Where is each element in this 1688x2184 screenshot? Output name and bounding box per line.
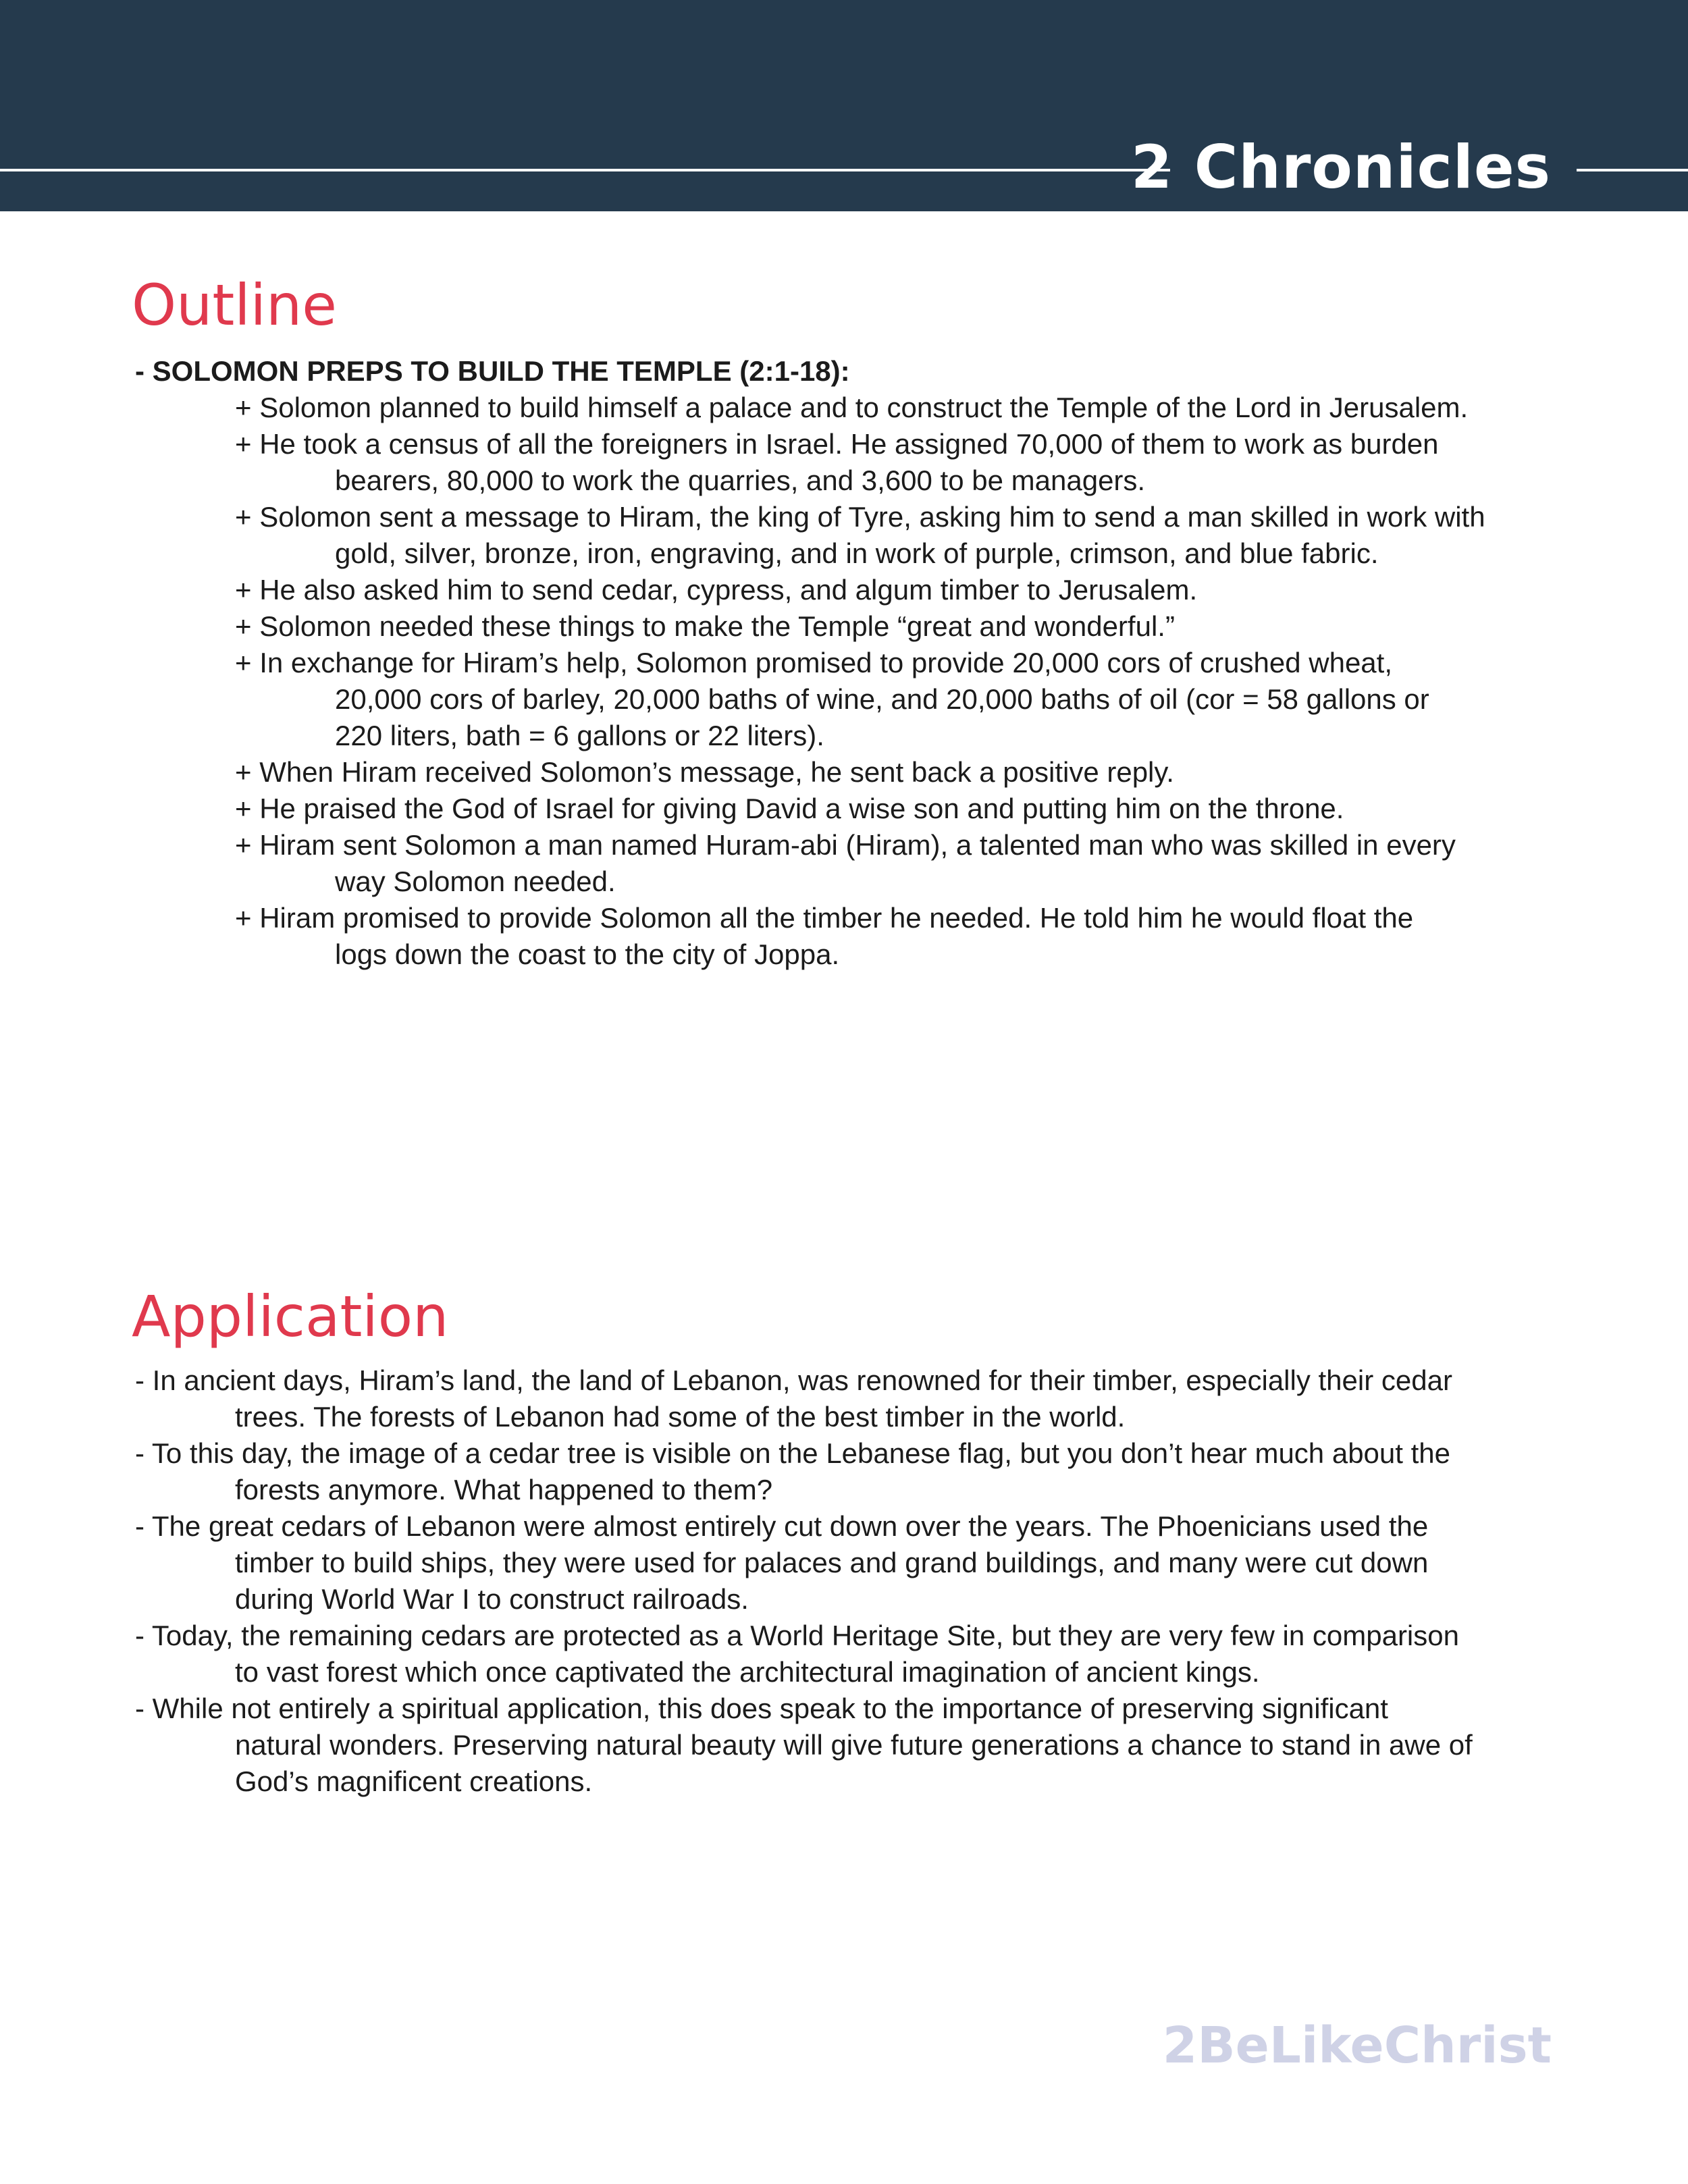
outline-point: + Solomon needed these things to make the Temple “great and wonderful.” (235, 610, 1175, 642)
header-rule-right (1577, 169, 1688, 171)
application-point-continuation: to vast forest which once captivated the architectural imagination of ancient kings. (235, 1656, 1260, 1688)
outline-point-continuation: logs down the coast to the city of Joppa. (335, 938, 840, 970)
outline-point: + In exchange for Hiram’s help, Solomon promised to provide 20,000 cors of crushed wheat, (235, 647, 1393, 678)
outline-point: + He praised the God of Israel for giving David a wise son and putting him on the throne. (235, 793, 1344, 824)
outline-point: + Hiram sent Solomon a man named Huram-abi (Hiram), a talented man who was skilled in every (235, 829, 1456, 861)
outline-heading: Outline (132, 272, 337, 338)
outline-list (135, 353, 1573, 973)
outline-point-continuation: bearers, 80,000 to work the quarries, and 3,600 to be managers. (335, 464, 1146, 496)
application-point: - The great cedars of Lebanon were almost entirely cut down over the years. The Phoenicians used the (135, 1510, 1429, 1542)
outline-section-heading: - SOLOMON PREPS TO BUILD THE TEMPLE (2:1-18): (135, 355, 850, 387)
outline-point-continuation: way Solomon needed. (335, 865, 616, 897)
book-title: 2 Chronicles (1130, 132, 1551, 202)
application-list (135, 1362, 1573, 1800)
application-point: - To this day, the image of a cedar tree is visible on the Lebanese flag, but you don’t hear much about the (135, 1437, 1450, 1469)
outline-point-continuation: 220 liters, bath = 6 gallons or 22 liters). (335, 720, 824, 751)
outline-point-continuation: gold, silver, bronze, iron, engraving, and in work of purple, crimson, and blue fabric. (335, 537, 1379, 569)
application-point-continuation: natural wonders. Preserving natural beauty will give future generations a chance to stand in awe of (235, 1729, 1473, 1761)
application-heading: Application (132, 1283, 449, 1350)
site-watermark: 2BeLikeChrist (1162, 2017, 1552, 2075)
application-point-continuation: God’s magnificent creations. (235, 1765, 593, 1797)
outline-point: + Solomon sent a message to Hiram, the king of Tyre, asking him to send a man skilled in work with (235, 501, 1485, 533)
outline-point: + Solomon planned to build himself a palace and to construct the Temple of the Lord in Jerusalem. (235, 392, 1469, 423)
outline-point-continuation: 20,000 cors of barley, 20,000 baths of wine, and 20,000 baths of oil (cor = 58 gallons or (335, 683, 1429, 715)
outline-point: + When Hiram received Solomon’s message, he sent back a positive reply. (235, 756, 1174, 788)
application-point-continuation: during World War I to construct railroads. (235, 1583, 749, 1615)
outline-point: + He also asked him to send cedar, cypress, and algum timber to Jerusalem. (235, 574, 1198, 606)
outline-point: + He took a census of all the foreigners in Israel. He assigned 70,000 of them to work as burden (235, 428, 1439, 460)
header-rule-left (0, 169, 1170, 171)
outline-point: + Hiram promised to provide Solomon all the timber he needed. He told him he would float the (235, 902, 1414, 934)
application-point: - In ancient days, Hiram’s land, the land of Lebanon, was renowned for their timber, especially their cedar (135, 1364, 1452, 1396)
application-point-continuation: forests anymore. What happened to them? (235, 1474, 773, 1506)
application-point-continuation: timber to build ships, they were used for palaces and grand buildings, and many were cut down (235, 1547, 1429, 1578)
application-point: - Today, the remaining cedars are protected as a World Heritage Site, but they are very few in comparison (135, 1620, 1459, 1651)
application-point: - While not entirely a spiritual application, this does speak to the importance of preserving significant (135, 1693, 1388, 1724)
application-point-continuation: trees. The forests of Lebanon had some of the best timber in the world. (235, 1401, 1126, 1433)
